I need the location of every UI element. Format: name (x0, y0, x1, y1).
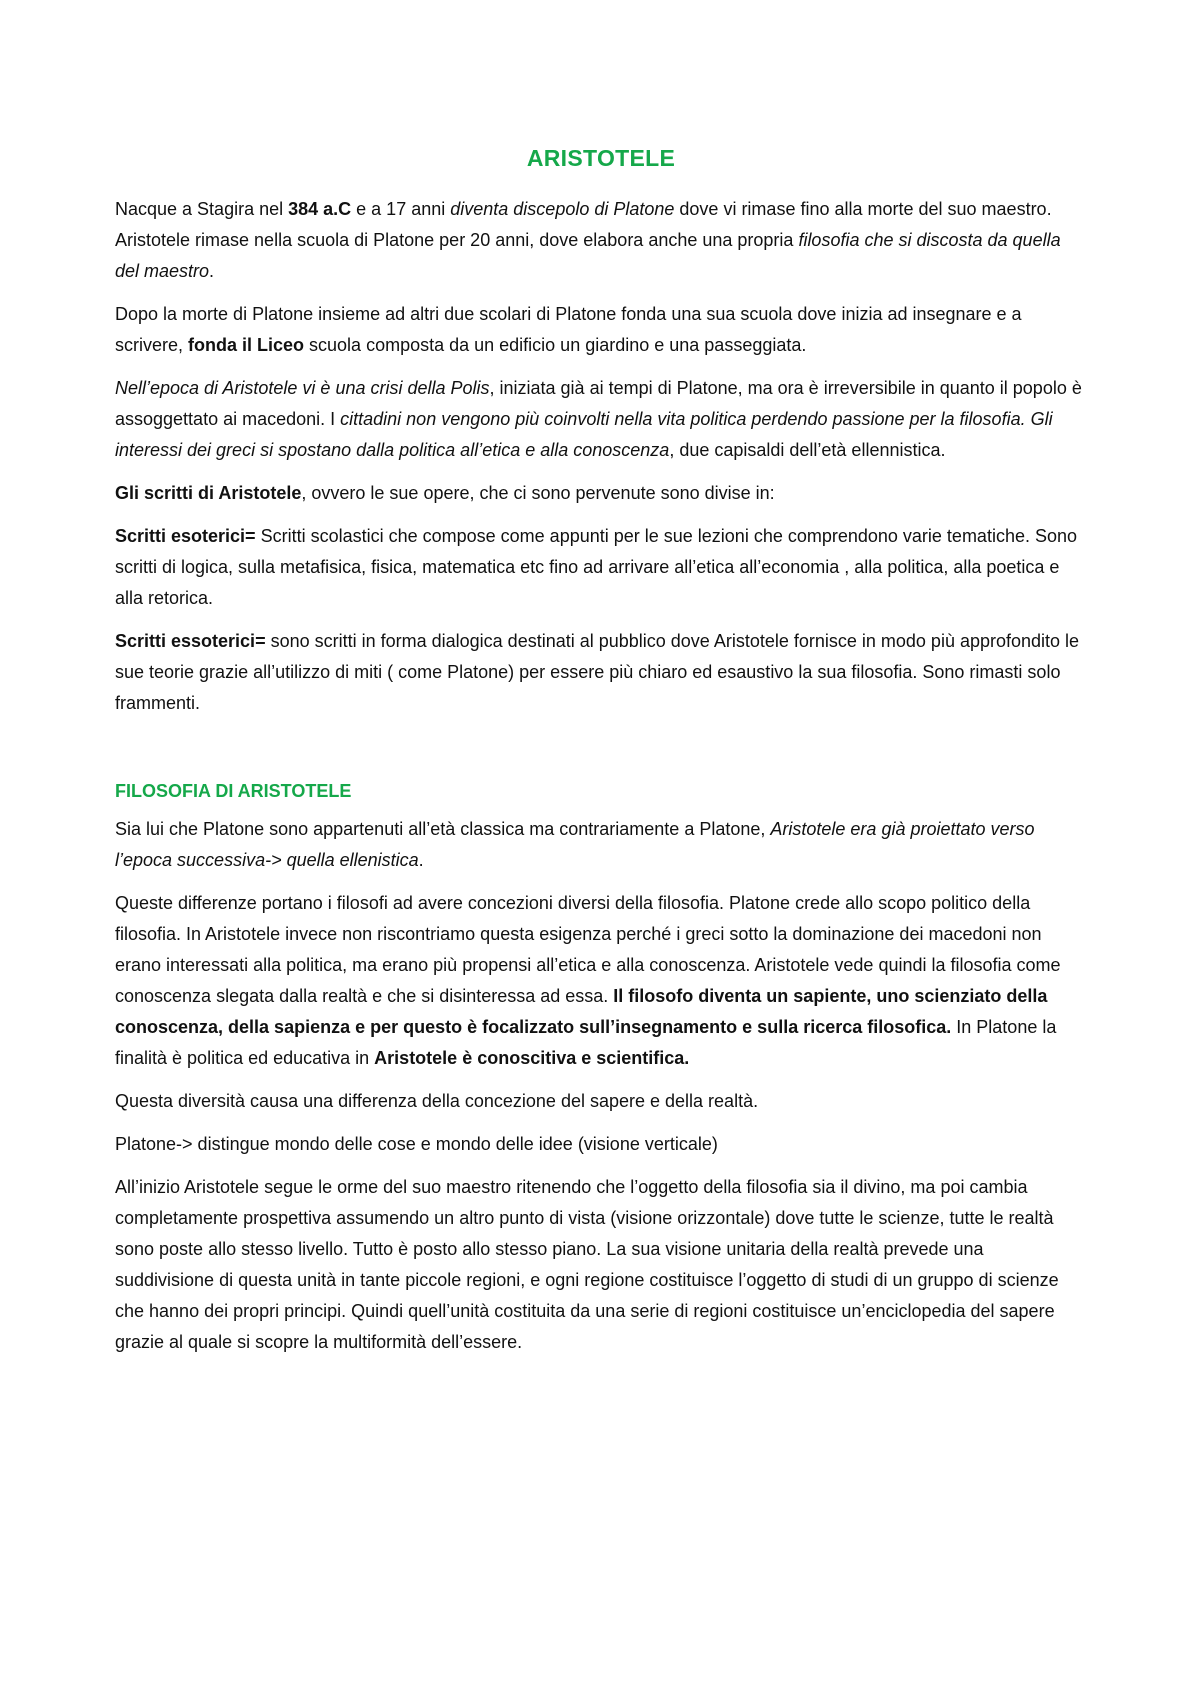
section-spacer (115, 731, 1087, 781)
paragraph-exoteric-writings: Scritti essoterici= sono scritti in forma dialogica destinati al pubblico dove Aristotele fornisce in modo più approfondito le sue teorie grazie all’utilizzo di miti ( come Platone) per essere più chiaro ed esaustivo la sua filosofia. Sono rimasti solo frammenti. (115, 631, 1080, 713)
document-body (115, 145, 1087, 1370)
paragraph-polis-crisis: Nell’epoca di Aristotele vi è una crisi della Polis, iniziata già ai tempi di Platone, ma ora è irreversibile in quanto il popolo è assoggettato ai macedoni. I cittadini non vengono più coinvolti nella vita politica perdendo passione per la filosofia. Gli interessi dei greci si spostano dalla politica all’etica e alla conoscenza, due capisaldi dell’età ellennistica. (115, 378, 1082, 460)
page-title: ARISTOTELE (526, 145, 676, 171)
paragraph-platone-vertical: Platone-> distingue mondo delle cose e mondo delle idee (visione verticale) (115, 1134, 718, 1154)
paragraph-horizontal-vision: All’inizio Aristotele segue le orme del suo maestro ritenendo che l’oggetto della filosofia sia il divino, ma poi cambia completamente prospettiva assumendo un altro punto di vista (visione orizzontale) dove tutte le scienze, tutte le realtà sono poste allo stesso livello. Tutto è posto allo stesso piano. La sua visione unitaria della realtà prevede una suddivisione di questa unità in tante piccole regioni, e ogni regione costituisce l’oggetto di studi di un gruppo di scienze che hanno dei propri principi. Quindi quell’unità costituita da una serie di regioni costituisce un’enciclopedia del sapere grazie al quale si scopre la multiformità dell’essere. (115, 1177, 1059, 1352)
paragraph-differences: Queste differenze portano i filosofi ad avere concezioni diversi della filosofia. Platone crede allo scopo politico della filosofia. In Aristotele invece non riscontriamo questa esigenza perché i greci sotto la dominazione dei macedoni non erano interessati alla politica, ma erano più propensi all’etica e alla conoscenza. Aristotele vede quindi la filosofia come conoscenza slegata dalla realtà e che si disinteressa ad essa. Il filosofo diventa un sapiente, uno scienziato della conoscenza, della sapienza e per questo è focalizzato sull’insegnamento e sulla ricerca filosofica. In Platone la finalità è politica ed educativa in Aristotele è conoscitiva e scientifica. (115, 893, 1061, 1068)
paragraph-classical-age: Sia lui che Platone sono appartenuti all’età classica ma contrariamente a Platone, Aristotele era già proiettato verso l’epoca successiva-> quella ellenistica. (115, 819, 1035, 870)
paragraph-birth: Nacque a Stagira nel 384 a.C e a 17 anni diventa discepolo di Platone dove vi rimase fino alla morte del suo maestro. Aristotele rimase nella scuola di Platone per 20 anni, dove elabora anche una propria filosofia che si discosta da quella del maestro. (115, 199, 1061, 281)
paragraph-diversity: Questa diversità causa una differenza della concezione del sapere e della realtà. (115, 1091, 759, 1111)
paragraph-esoteric-writings: Scritti esoterici= Scritti scolastici che compose come appunti per le sue lezioni che comprendono varie tematiche. Sono scritti di logica, sulla metafisica, fisica, matematica etc fino ad arrivare all’etica all’economia , alla politica, alla poetica e alla retorica. (115, 526, 1078, 608)
paragraph-writings-intro: Gli scritti di Aristotele, ovvero le sue opere, che ci sono pervenute sono divise in: (115, 483, 775, 503)
paragraph-liceo: Dopo la morte di Platone insieme ad altri due scolari di Platone fonda una sua scuola dove inizia ad insegnare e a scrivere, fonda il Liceo scuola composta da un edificio un giardino e una passeggiata. (115, 304, 1022, 355)
section-title: FILOSOFIA DI ARISTOTELE (115, 781, 352, 801)
